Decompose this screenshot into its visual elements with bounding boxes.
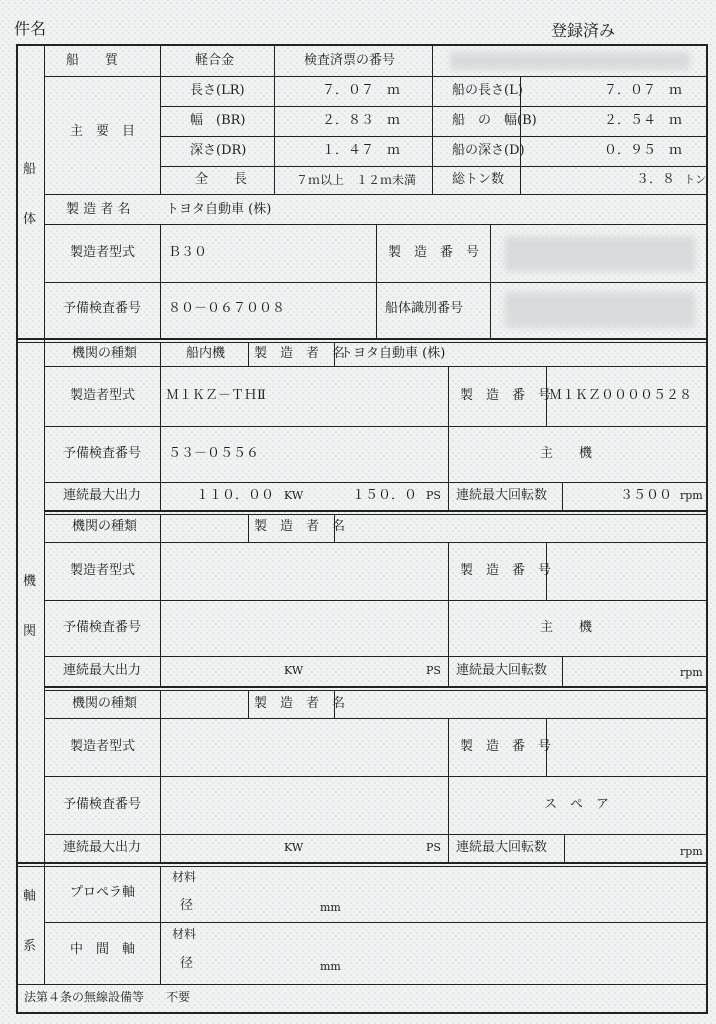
engine1-role: 主 機	[540, 446, 593, 461]
intermediate-shaft-label: 中 間 軸	[70, 942, 136, 957]
engine1-preinspect-value: ５３－０５５６	[168, 446, 260, 461]
hull-maker-value: トヨタ自動車 (株)	[166, 202, 272, 217]
engine3-model-label: 製造者型式	[70, 739, 136, 754]
radio-equipment-label: 法第４条の無線設備等	[24, 990, 145, 1004]
engine3-kw-unit: KW	[284, 841, 304, 854]
engine-section-label-2: 関	[23, 624, 37, 639]
engine1-rpm-unit: rpm	[680, 489, 703, 502]
engine1-serial-value: Ｍ１ＫＺ００００５２８	[549, 388, 693, 403]
inspection-tag-number-label: 検査済票の番号	[304, 53, 396, 68]
engine2-rpm-label: 連続最大回転数	[456, 663, 548, 678]
depth-dr-label: 深さ(DR)	[190, 143, 247, 158]
engine1-maker-label: 製 造 者 名	[254, 346, 346, 361]
engine-section-label: 機	[23, 574, 37, 589]
main-dimensions-label: 主 要 目	[70, 124, 136, 139]
engine1-kw-unit: KW	[284, 489, 304, 502]
length-l-value: ７．０７ ｍ	[604, 83, 683, 98]
propeller-mm-unit: mm	[320, 901, 341, 914]
engine1-model-value: Ｍ１ＫＺ－ＴＨⅡ	[166, 388, 266, 403]
depth-d-value: ０．９５ ｍ	[604, 143, 683, 158]
gross-tonnage-unit: トン	[684, 173, 706, 186]
breadth-br-label: 幅 (BR)	[190, 113, 246, 128]
propeller-shaft-label: プロペラ軸	[70, 885, 136, 900]
engine1-kw-value: １１０．００	[196, 488, 275, 503]
length-lr-label: 長さ(LR)	[190, 83, 245, 98]
overall-length-value: ７ｍ以上 １２ｍ未満	[296, 173, 417, 187]
shaft-section-label-2: 系	[23, 939, 37, 954]
engine1-output-label: 連続最大出力	[63, 488, 142, 503]
engine3-maker-label: 製 造 者 名	[254, 696, 346, 711]
engine2-ps-unit: PS	[426, 664, 441, 677]
engine3-type-label: 機関の種類	[72, 696, 138, 711]
engine3-preinspect-label: 予備検査番号	[63, 797, 142, 812]
hull-preinspect-label: 予備検査番号	[63, 301, 142, 316]
engine1-type-value: 船内機	[186, 346, 226, 361]
engine2-rpm-unit: rpm	[680, 666, 703, 679]
hull-serial-redacted	[505, 236, 695, 272]
intermediate-diameter-label: 径	[180, 956, 194, 971]
engine1-rpm-value: ３５００	[620, 488, 673, 503]
engine1-type-label: 機関の種類	[72, 346, 138, 361]
hull-material-label: 船 質	[66, 53, 119, 68]
intermediate-mm-unit: mm	[320, 960, 341, 973]
engine3-role: ス ペ ア	[544, 797, 610, 812]
engine2-model-label: 製造者型式	[70, 563, 136, 578]
engine3-output-label: 連続最大出力	[63, 840, 142, 855]
engine3-rpm-label: 連続最大回転数	[456, 840, 548, 855]
engine2-type-label: 機関の種類	[72, 519, 138, 534]
engine1-serial-label: 製 造 番 号	[460, 388, 552, 403]
depth-d-label: 船の深さ(D)	[452, 143, 525, 158]
engine2-output-label: 連続最大出力	[63, 663, 142, 678]
length-lr-value: ７．０７ ｍ	[322, 83, 401, 98]
propeller-material-label: 材料	[172, 870, 197, 884]
engine1-rpm-label: 連続最大回転数	[456, 488, 548, 503]
gross-tonnage-value: ３．８	[636, 172, 676, 187]
page-title: 件名	[14, 19, 47, 38]
engine1-ps-unit: PS	[426, 489, 441, 502]
engine2-maker-label: 製 造 者 名	[254, 519, 346, 534]
gross-tonnage-label: 総トン数	[452, 172, 505, 187]
depth-dr-value: １．４７ ｍ	[322, 143, 401, 158]
breadth-br-value: ２．８３ ｍ	[322, 113, 401, 128]
engine2-role: 主 機	[540, 620, 593, 635]
length-l-label: 船の長さ(L)	[452, 83, 523, 98]
engine3-rpm-unit: rpm	[680, 845, 703, 858]
propeller-diameter-label: 径	[180, 898, 194, 913]
hull-material-value: 軽合金	[195, 53, 235, 68]
overall-length-label: 全 長	[195, 172, 248, 187]
hull-maker-label: 製 造 者 名	[66, 202, 131, 217]
inspection-tag-number-redacted	[450, 52, 690, 70]
hull-preinspect-value: ８０－０６７００８	[168, 301, 286, 316]
registration-status: 登録済み	[551, 21, 616, 40]
engine3-ps-unit: PS	[426, 841, 441, 854]
breadth-b-value: ２．５４ ｍ	[604, 113, 683, 128]
engine1-maker-value: トヨタ自動車 (株)	[340, 346, 446, 361]
engine1-ps-value: １５０．０	[352, 488, 418, 503]
intermediate-material-label: 材料	[172, 927, 197, 941]
engine1-model-label: 製造者型式	[70, 388, 136, 403]
shaft-section-label: 軸	[23, 889, 37, 904]
hull-id-label: 船体識別番号	[385, 301, 464, 316]
breadth-b-label: 船 の 幅(B)	[452, 113, 537, 128]
engine3-serial-label: 製 造 番 号	[460, 739, 552, 754]
radio-equipment-value: 不要	[166, 990, 191, 1004]
engine2-preinspect-label: 予備検査番号	[63, 620, 142, 635]
engine1-preinspect-label: 予備検査番号	[63, 446, 142, 461]
hull-section-label: 船	[23, 162, 37, 177]
engine2-serial-label: 製 造 番 号	[460, 563, 552, 578]
hull-model-value: Ｂ３０	[168, 245, 208, 260]
hull-section-label-2: 体	[23, 212, 37, 227]
hull-model-label: 製造者型式	[70, 245, 136, 260]
engine2-kw-unit: KW	[284, 664, 304, 677]
hull-serial-label: 製 造 番 号	[388, 245, 480, 260]
hull-id-redacted	[505, 292, 695, 328]
